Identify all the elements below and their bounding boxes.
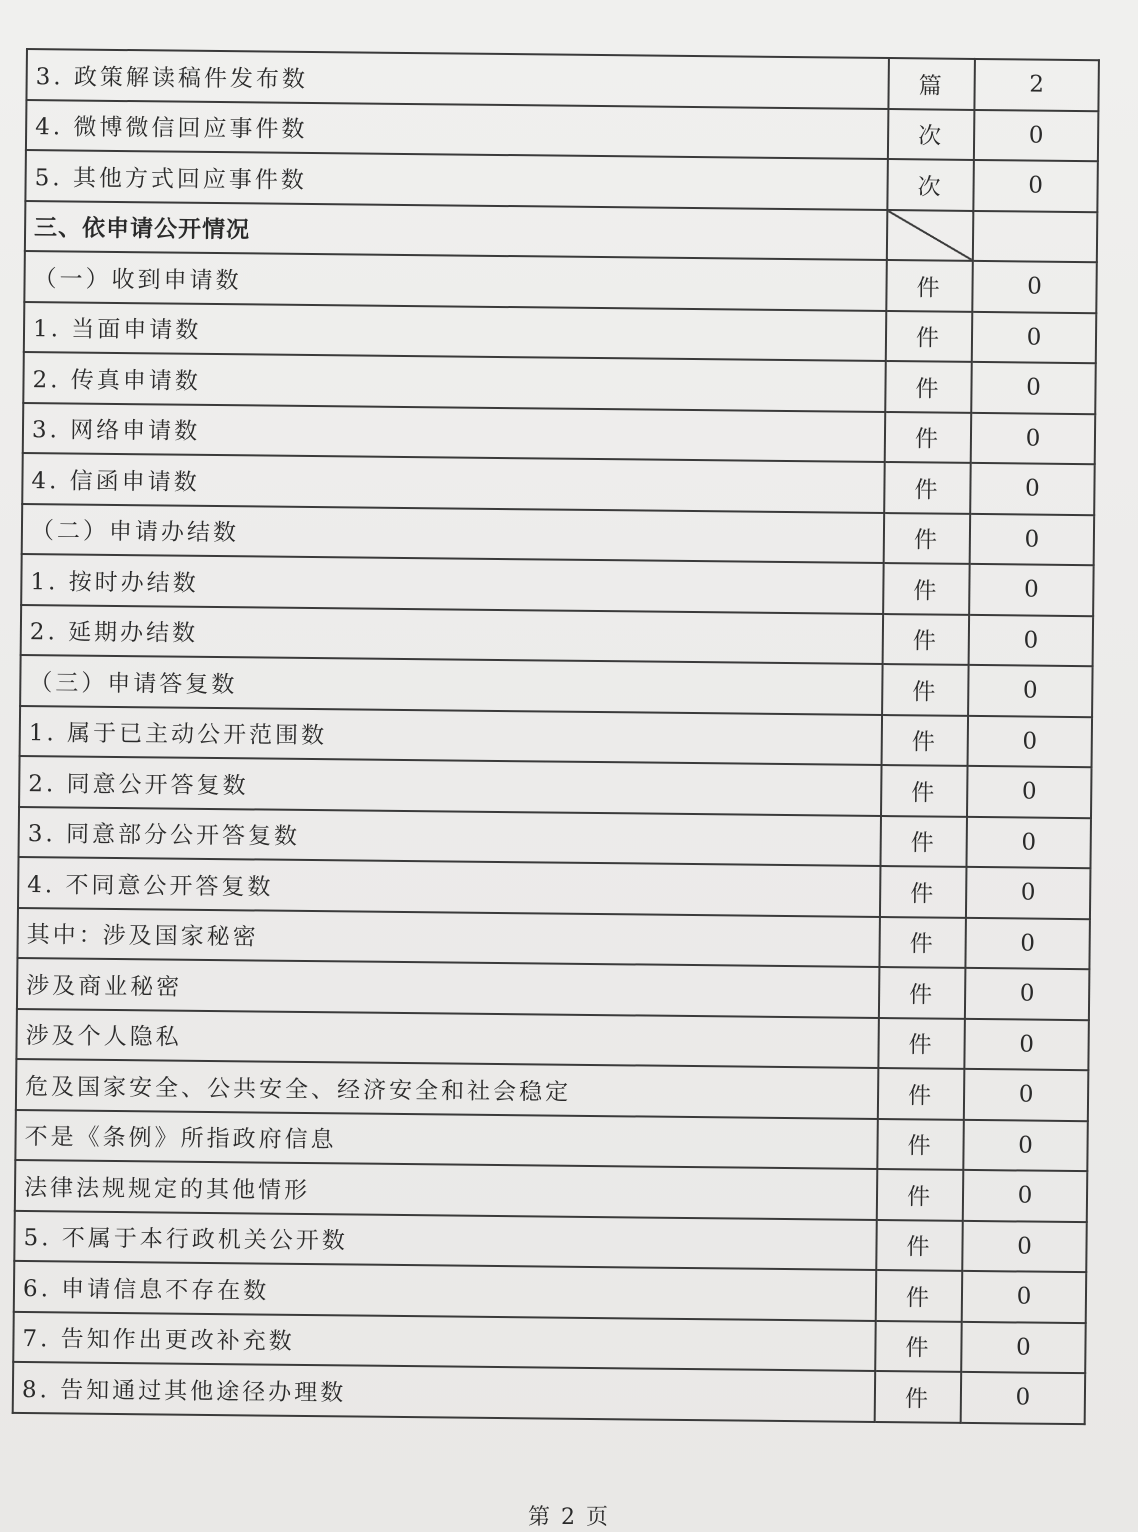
row-label: 4. 不同意公开答复数 xyxy=(18,857,880,917)
row-label: 1. 当面申请数 xyxy=(24,301,886,361)
row-label: （三）申请答复数 xyxy=(20,655,882,715)
row-label: 4. 信函申请数 xyxy=(22,453,884,513)
row-value: 0 xyxy=(970,463,1095,515)
row-unit: 件 xyxy=(878,1068,965,1119)
row-unit: 件 xyxy=(875,1320,962,1371)
row-unit: 件 xyxy=(886,311,973,362)
row-value: 0 xyxy=(968,715,1093,767)
row-label: 1. 按时办结数 xyxy=(21,554,883,614)
row-unit: 件 xyxy=(877,1169,964,1220)
row-unit: 件 xyxy=(885,412,972,463)
row-unit: 件 xyxy=(882,715,969,766)
row-value: 0 xyxy=(964,1069,1089,1121)
row-value: 2 xyxy=(974,59,1099,111)
page-number: 第 2 页 xyxy=(528,1505,610,1530)
row-unit: 件 xyxy=(886,260,973,311)
row-label: 4. 微博微信回应事件数 xyxy=(26,100,888,160)
row-unit: 件 xyxy=(879,916,966,967)
row-value: 0 xyxy=(965,917,1090,969)
row-label: 3. 政策解读稿件发布数 xyxy=(26,49,888,109)
row-value: 0 xyxy=(964,1018,1089,1070)
row-value: 0 xyxy=(970,513,1095,565)
row-value: 0 xyxy=(972,311,1097,363)
row-unit: 件 xyxy=(878,1017,965,1068)
row-value: 0 xyxy=(965,968,1090,1020)
row-value: 0 xyxy=(961,1321,1086,1373)
row-value: 0 xyxy=(961,1372,1086,1424)
row-label: 不是《条例》所指政府信息 xyxy=(15,1109,877,1169)
row-label: （一）收到申请数 xyxy=(24,251,886,311)
section-title: 三、依申请公开情况 xyxy=(25,201,887,261)
row-label: 2. 同意公开答复数 xyxy=(19,756,881,816)
row-label: 5. 不属于本行政机关公开数 xyxy=(14,1210,876,1270)
blank-cell xyxy=(973,210,1098,262)
row-unit: 次 xyxy=(888,109,975,160)
row-unit: 件 xyxy=(879,967,966,1018)
row-label: 2. 延期办结数 xyxy=(21,604,883,664)
row-label: 涉及国家秘密 xyxy=(102,923,259,951)
row-value: 0 xyxy=(971,412,1096,464)
row-value: 0 xyxy=(966,816,1091,868)
row-prefix: 其中： xyxy=(26,922,105,950)
row-value: 0 xyxy=(974,109,1099,161)
row-value: 0 xyxy=(971,362,1096,414)
row-unit: 件 xyxy=(877,1118,964,1169)
row-unit: 件 xyxy=(883,614,970,665)
row-label-cell xyxy=(17,907,879,967)
row-unit: 件 xyxy=(875,1371,962,1422)
row-value: 0 xyxy=(963,1170,1088,1222)
row-value: 0 xyxy=(962,1220,1087,1272)
diagonal-blank-cell xyxy=(887,210,974,261)
row-value: 0 xyxy=(963,1119,1088,1171)
row-label: 涉及个人隐私 xyxy=(16,1008,878,1068)
row-value: 0 xyxy=(969,564,1094,616)
row-unit: 件 xyxy=(876,1219,963,1270)
row-label: 3. 同意部分公开答复数 xyxy=(19,806,881,866)
statistics-table-container xyxy=(12,48,1098,1425)
row-unit: 件 xyxy=(884,462,971,513)
statistics-table xyxy=(12,48,1100,1425)
row-value: 0 xyxy=(962,1271,1087,1323)
row-unit: 件 xyxy=(883,563,970,614)
row-value: 0 xyxy=(972,261,1097,313)
row-label: 8. 告知通过其他途径办理数 xyxy=(13,1362,875,1422)
row-label: 2. 传真申请数 xyxy=(23,352,885,412)
row-label: （二）申请办结数 xyxy=(22,503,884,563)
row-label: 危及国家安全、公共安全、经济安全和社会稳定 xyxy=(16,1059,878,1119)
row-unit: 件 xyxy=(882,664,969,715)
row-unit: 件 xyxy=(880,815,967,866)
row-unit: 件 xyxy=(885,361,972,412)
row-value: 0 xyxy=(968,665,1093,717)
row-unit: 件 xyxy=(881,765,968,816)
row-label: 1. 属于已主动公开范围数 xyxy=(20,705,882,765)
row-value: 0 xyxy=(973,160,1098,212)
row-value: 0 xyxy=(966,867,1091,919)
row-unit: 件 xyxy=(884,513,971,564)
row-label: 5. 其他方式回应事件数 xyxy=(25,150,887,210)
row-unit: 篇 xyxy=(888,58,975,109)
row-unit: 件 xyxy=(880,866,967,917)
row-label: 6. 申请信息不存在数 xyxy=(14,1261,876,1321)
row-value: 0 xyxy=(969,614,1094,666)
row-label: 7. 告知作出更改补充数 xyxy=(13,1311,875,1371)
row-label: 法律法规规定的其他情形 xyxy=(15,1160,877,1220)
row-value: 0 xyxy=(967,766,1092,818)
row-label: 3. 网络申请数 xyxy=(23,402,885,462)
row-unit: 件 xyxy=(876,1270,963,1321)
table-row xyxy=(13,1362,1085,1424)
row-unit: 次 xyxy=(887,159,974,210)
row-label: 涉及商业秘密 xyxy=(17,958,879,1018)
